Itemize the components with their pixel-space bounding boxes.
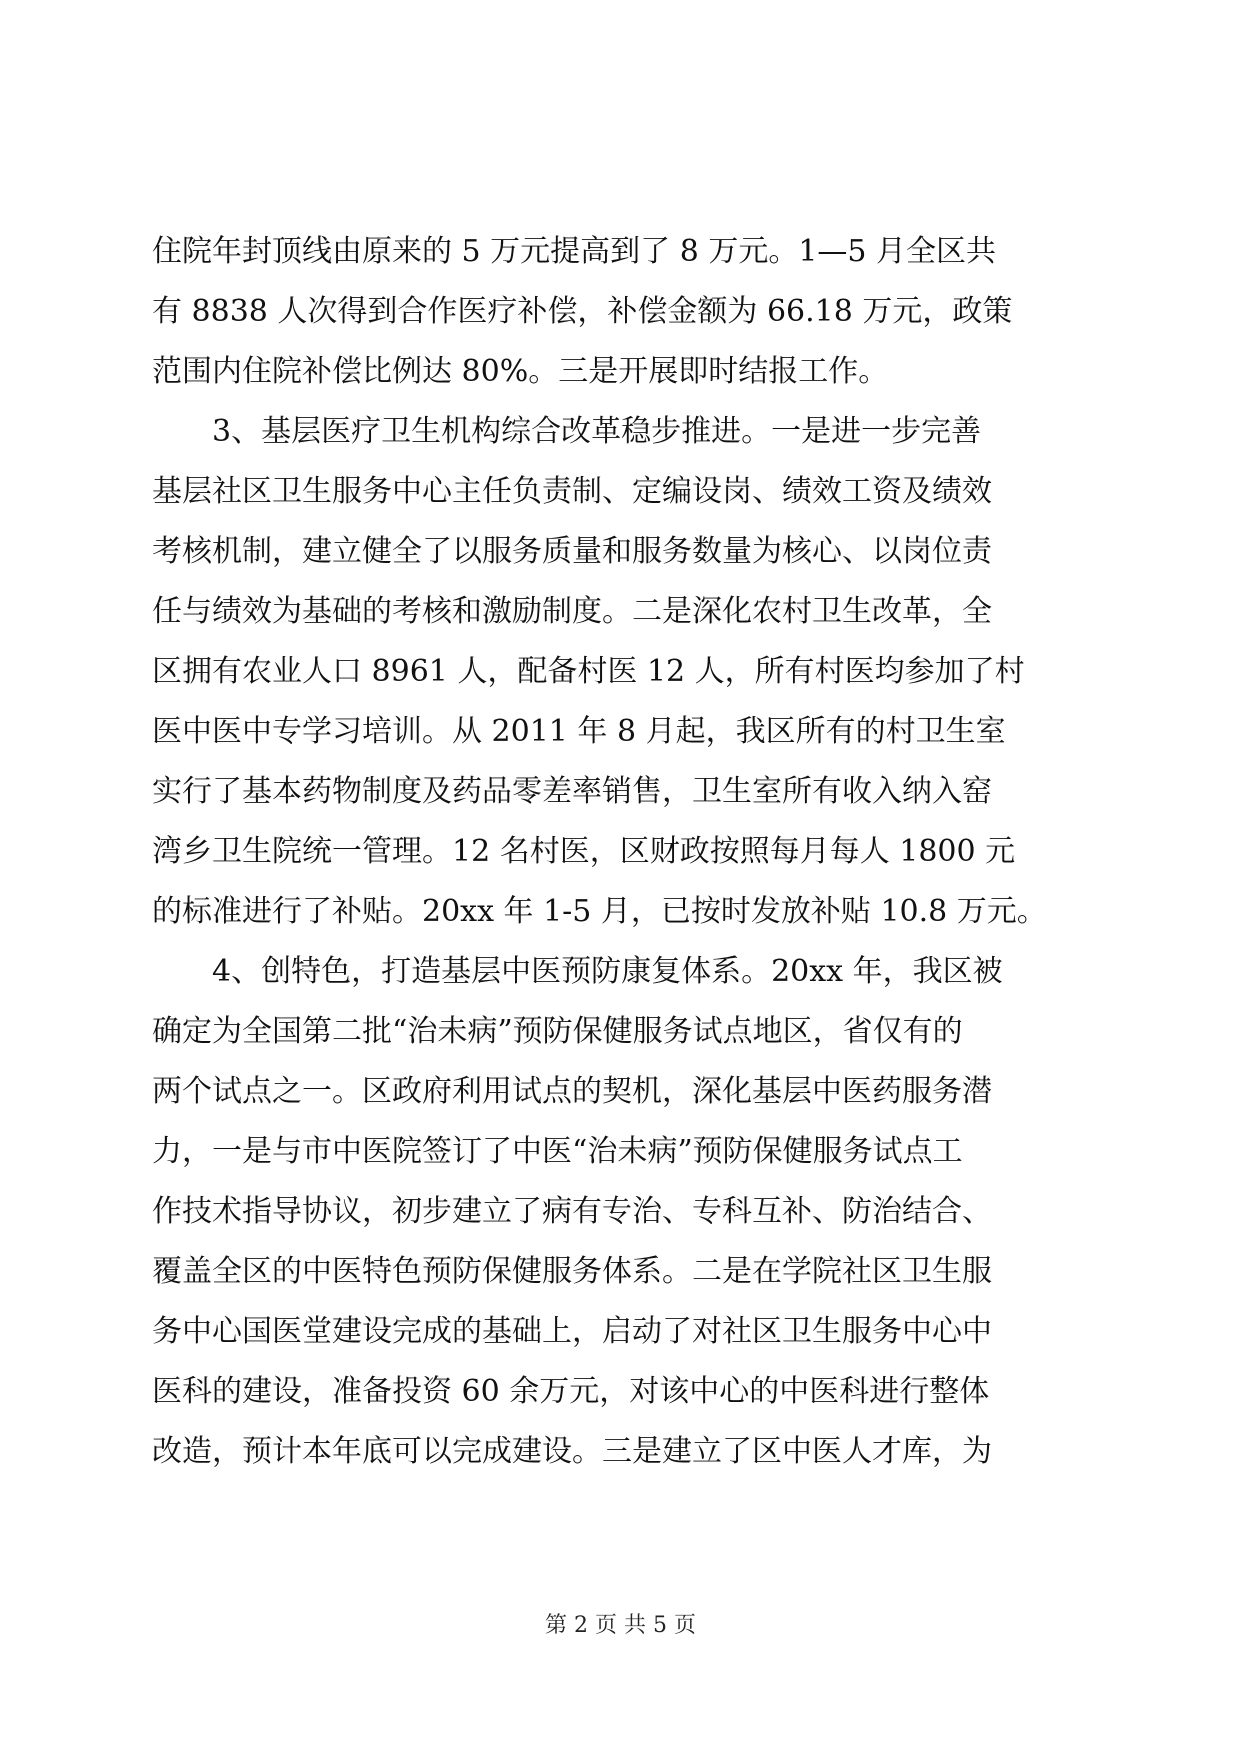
text-line: 范围内住院补偿比例达 80%。三是开展即时结报工作。	[152, 354, 889, 389]
text-line: 的标准进行了补贴。20xx 年 1-5 月，已按时发放补贴 10.8 万元。	[152, 894, 1047, 929]
text-line: 覆盖全区的中医特色预防保健服务体系。二是在学院社区卫生服	[152, 1254, 992, 1289]
text-line: 湾乡卫生院统一管理。12 名村医，区财政按照每月每人 1800 元	[152, 834, 1016, 869]
text-line: 改造，预计本年底可以完成建设。三是建立了区中医人才库，为	[152, 1434, 992, 1469]
text-line: 医中医中专学习培训。从 2011 年 8 月起，我区所有的村卫生室	[152, 714, 1006, 749]
text-line: 两个试点之一。区政府利用试点的契机，深化基层中医药服务潜	[152, 1074, 992, 1109]
text-line: 实行了基本药物制度及药品零差率销售，卫生室所有收入纳入窑	[152, 774, 992, 809]
page-footer: 第 2 页 共 5 页	[545, 1613, 696, 1638]
text-line: 基层社区卫生服务中心主任负责制、定编设岗、绩效工资及绩效	[152, 474, 992, 509]
text-line: 力，一是与市中医院签订了中医“治未病”预防保健服务试点工	[152, 1134, 963, 1169]
text-line: 作技术指导协议，初步建立了病有专治、专科互补、防治结合、	[152, 1194, 992, 1229]
text-line: 医科的建设，准备投资 60 余万元，对该中心的中医科进行整体	[152, 1374, 990, 1409]
text-line: 确定为全国第二批“治未病”预防保健服务试点地区，省仅有的	[152, 1014, 963, 1049]
body-text	[152, 222, 1092, 1482]
text-line: 任与绩效为基础的考核和激励制度。二是深化农村卫生改革，全	[152, 594, 992, 629]
paragraph-4-start: 4、创特色，打造基层中医预防康复体系。20xx 年，我区被	[152, 954, 1003, 989]
text-line: 区拥有农业人口 8961 人，配备村医 12 人，所有村医均参加了村	[152, 654, 1025, 689]
text-line: 务中心国医堂建设完成的基础上，启动了对社区卫生服务中心中	[152, 1314, 992, 1349]
paragraph-3-start: 3、基层医疗卫生机构综合改革稳步推进。一是进一步完善	[152, 414, 982, 449]
text-line: 住院年封顶线由原来的 5 万元提高到了 8 万元。1—5 月全区共	[152, 234, 997, 269]
text-line: 考核机制，建立健全了以服务质量和服务数量为核心、以岗位责	[152, 534, 992, 569]
text-line: 有 8838 人次得到合作医疗补偿，补偿金额为 66.18 万元，政策	[152, 294, 1013, 329]
